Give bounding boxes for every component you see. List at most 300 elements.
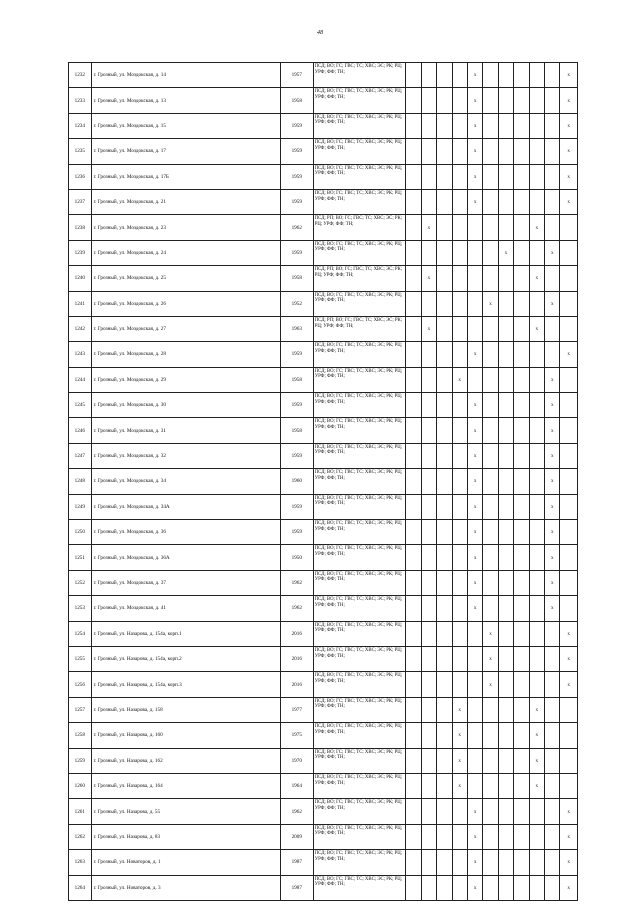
year-cell: 1959 xyxy=(280,342,313,367)
mark-cell xyxy=(406,799,421,824)
mark-cell xyxy=(529,291,544,316)
mark-cell xyxy=(498,494,513,519)
mark-cell xyxy=(529,799,544,824)
mark-cell xyxy=(483,494,498,519)
mark-cell xyxy=(498,773,513,798)
mark-cell xyxy=(545,824,560,849)
mark-cell xyxy=(483,189,498,214)
mark-cell xyxy=(529,393,544,418)
mark-cell xyxy=(514,646,529,671)
mark-cell xyxy=(545,672,560,697)
mark-cell xyxy=(514,63,529,88)
mark-cell xyxy=(560,418,578,443)
table-row xyxy=(69,570,578,595)
year-cell: 1964 xyxy=(280,773,313,798)
mark-cell: x xyxy=(467,189,482,214)
address-cell: г. Грозный, ул. Моздокская, д. 30 xyxy=(91,393,280,418)
row-number: 1244 xyxy=(69,367,92,392)
mark-cell xyxy=(498,393,513,418)
services-cell: ПСД; ВО; ГС; ГВС; ТС; ХВС; ЭС; РК; РЦ; УРФ; ФФ; ТН; xyxy=(313,393,406,418)
mark-cell xyxy=(437,646,452,671)
services-cell: ПСД; ВО; ГС; ГВС; ТС; ХВС; ЭС; РК; РЦ; УРФ; ФФ; ТН; xyxy=(313,672,406,697)
mark-cell xyxy=(529,88,544,113)
mark-cell xyxy=(498,139,513,164)
address-cell: г. Грозный, ул. Новаторов, д. 1 xyxy=(91,850,280,875)
table-row xyxy=(69,672,578,697)
table-row xyxy=(69,342,578,367)
mark-cell xyxy=(545,139,560,164)
mark-cell xyxy=(452,418,467,443)
mark-cell xyxy=(406,621,421,646)
address-cell: г. Грозный, ул. Моздокская, д. 13 xyxy=(91,88,280,113)
mark-cell: x xyxy=(529,697,544,722)
mark-cell xyxy=(452,596,467,621)
mark-cell xyxy=(560,367,578,392)
mark-cell: x xyxy=(421,316,436,341)
mark-cell xyxy=(514,469,529,494)
row-number: 1259 xyxy=(69,748,92,773)
mark-cell xyxy=(483,723,498,748)
mark-cell xyxy=(452,494,467,519)
services-cell: ПСД; ВО; ГС; ГВС; ТС; ХВС; ЭС; РК; РЦ; УРФ; ФФ; ТН; xyxy=(313,875,406,900)
mark-cell xyxy=(467,367,482,392)
row-number: 1257 xyxy=(69,697,92,722)
table-row xyxy=(69,63,578,88)
mark-cell xyxy=(545,266,560,291)
mark-cell: x xyxy=(467,824,482,849)
address-cell: г. Грозный, ул. Назарова, д. 83 xyxy=(91,824,280,849)
mark-cell xyxy=(467,723,482,748)
row-number: 1249 xyxy=(69,494,92,519)
mark-cell xyxy=(560,494,578,519)
mark-cell xyxy=(421,291,436,316)
mark-cell: x xyxy=(452,697,467,722)
mark-cell xyxy=(452,570,467,595)
mark-cell xyxy=(452,799,467,824)
mark-cell xyxy=(529,240,544,265)
mark-cell xyxy=(529,418,544,443)
mark-cell: x xyxy=(545,545,560,570)
address-cell: г. Грозный, ул. Моздокская, д. 27 xyxy=(91,316,280,341)
table-row xyxy=(69,799,578,824)
mark-cell xyxy=(437,672,452,697)
mark-cell xyxy=(560,570,578,595)
mark-cell xyxy=(498,342,513,367)
mark-cell xyxy=(483,520,498,545)
mark-cell xyxy=(452,393,467,418)
mark-cell xyxy=(452,189,467,214)
mark-cell xyxy=(498,723,513,748)
address-cell: г. Грозный, ул. Назарова, д. 55 xyxy=(91,799,280,824)
mark-cell xyxy=(406,824,421,849)
address-cell: г. Грозный, ул. Моздокская, д. 14 xyxy=(91,63,280,88)
mark-cell xyxy=(560,545,578,570)
mark-cell xyxy=(560,520,578,545)
mark-cell xyxy=(467,240,482,265)
mark-cell: x xyxy=(545,469,560,494)
mark-cell xyxy=(483,443,498,468)
mark-cell xyxy=(437,240,452,265)
mark-cell xyxy=(514,799,529,824)
mark-cell xyxy=(560,215,578,240)
row-number: 1237 xyxy=(69,189,92,214)
mark-cell xyxy=(421,443,436,468)
mark-cell xyxy=(514,520,529,545)
mark-cell xyxy=(437,570,452,595)
mark-cell xyxy=(514,824,529,849)
services-cell: ПСД; ВО; ГС; ГВС; ТС; ХВС; ЭС; РК; РЦ; УРФ; ФФ; ТН; xyxy=(313,240,406,265)
mark-cell xyxy=(437,164,452,189)
mark-cell xyxy=(421,570,436,595)
table-row xyxy=(69,697,578,722)
mark-cell xyxy=(421,621,436,646)
mark-cell xyxy=(406,189,421,214)
mark-cell xyxy=(560,443,578,468)
table-row xyxy=(69,418,578,443)
year-cell: 1959 xyxy=(280,164,313,189)
table-row xyxy=(69,215,578,240)
mark-cell xyxy=(467,215,482,240)
mark-cell xyxy=(545,646,560,671)
mark-cell xyxy=(529,494,544,519)
mark-cell xyxy=(498,316,513,341)
mark-cell xyxy=(467,621,482,646)
row-number: 1233 xyxy=(69,88,92,113)
mark-cell xyxy=(498,850,513,875)
mark-cell xyxy=(545,799,560,824)
row-number: 1232 xyxy=(69,63,92,88)
mark-cell xyxy=(483,469,498,494)
mark-cell xyxy=(437,773,452,798)
mark-cell xyxy=(514,139,529,164)
mark-cell xyxy=(560,723,578,748)
row-number: 1254 xyxy=(69,621,92,646)
row-number: 1234 xyxy=(69,113,92,138)
mark-cell xyxy=(467,316,482,341)
year-cell: 1958 xyxy=(280,418,313,443)
row-number: 1242 xyxy=(69,316,92,341)
address-cell: г. Грозный, ул. Назарова, д. 160 xyxy=(91,723,280,748)
mark-cell xyxy=(545,697,560,722)
mark-cell xyxy=(421,875,436,900)
mark-cell xyxy=(514,266,529,291)
mark-cell xyxy=(498,291,513,316)
mark-cell xyxy=(514,723,529,748)
mark-cell: x xyxy=(467,520,482,545)
mark-cell xyxy=(452,240,467,265)
mark-cell: x xyxy=(560,824,578,849)
mark-cell: x xyxy=(560,672,578,697)
mark-cell xyxy=(514,570,529,595)
mark-cell xyxy=(421,773,436,798)
year-cell: 1959 xyxy=(280,443,313,468)
mark-cell xyxy=(437,621,452,646)
table-row xyxy=(69,850,578,875)
table-row xyxy=(69,316,578,341)
row-number: 1264 xyxy=(69,875,92,900)
mark-cell xyxy=(545,875,560,900)
mark-cell: x xyxy=(467,63,482,88)
mark-cell: x xyxy=(467,799,482,824)
mark-cell xyxy=(498,545,513,570)
mark-cell xyxy=(437,799,452,824)
row-number: 1261 xyxy=(69,799,92,824)
mark-cell xyxy=(514,621,529,646)
mark-cell: x xyxy=(545,393,560,418)
mark-cell xyxy=(560,697,578,722)
mark-cell xyxy=(467,773,482,798)
mark-cell xyxy=(545,621,560,646)
mark-cell xyxy=(483,418,498,443)
table-row xyxy=(69,113,578,138)
address-cell: г. Грозный, ул. Назарова, д. 154а, корп.3 xyxy=(91,672,280,697)
mark-cell xyxy=(545,723,560,748)
mark-cell: x xyxy=(467,393,482,418)
mark-cell xyxy=(406,291,421,316)
mark-cell xyxy=(514,748,529,773)
mark-cell xyxy=(514,342,529,367)
mark-cell xyxy=(560,469,578,494)
address-cell: г. Грозный, ул. Моздокская, д. 23 xyxy=(91,215,280,240)
address-cell: г. Грозный, ул. Новаторов, д. 3 xyxy=(91,875,280,900)
mark-cell xyxy=(545,773,560,798)
mark-cell xyxy=(483,545,498,570)
mark-cell: x xyxy=(467,139,482,164)
table-row xyxy=(69,469,578,494)
mark-cell xyxy=(406,469,421,494)
mark-cell xyxy=(437,850,452,875)
table-row xyxy=(69,139,578,164)
mark-cell xyxy=(483,773,498,798)
mark-cell xyxy=(483,697,498,722)
mark-cell: x xyxy=(560,850,578,875)
mark-cell xyxy=(545,164,560,189)
row-number: 1246 xyxy=(69,418,92,443)
table-row xyxy=(69,367,578,392)
mark-cell: x xyxy=(560,113,578,138)
mark-cell xyxy=(545,88,560,113)
address-cell: г. Грозный, ул. Моздокская, д. 34А xyxy=(91,494,280,519)
year-cell: 1958 xyxy=(280,266,313,291)
mark-cell xyxy=(452,875,467,900)
services-cell: ПСД; РП; ВО; ГС; ГВС; ТС; ХВС; ЭС; РК; РЦ; УРФ; ФФ; ТН; xyxy=(313,215,406,240)
table-row xyxy=(69,266,578,291)
mark-cell: x xyxy=(467,113,482,138)
mark-cell xyxy=(560,393,578,418)
row-number: 1236 xyxy=(69,164,92,189)
address-cell: г. Грозный, ул. Моздокская, д. 34 xyxy=(91,469,280,494)
mark-cell xyxy=(545,113,560,138)
address-cell: г. Грозный, ул. Моздокская, д. 25 xyxy=(91,266,280,291)
mark-cell xyxy=(452,443,467,468)
mark-cell xyxy=(421,672,436,697)
table-row xyxy=(69,494,578,519)
mark-cell: x xyxy=(545,596,560,621)
mark-cell xyxy=(406,773,421,798)
mark-cell xyxy=(514,164,529,189)
mark-cell xyxy=(421,164,436,189)
table-row xyxy=(69,164,578,189)
mark-cell xyxy=(560,266,578,291)
mark-cell xyxy=(437,469,452,494)
address-cell: г. Грозный, ул. Моздокская, д. 29 xyxy=(91,367,280,392)
mark-cell xyxy=(483,393,498,418)
mark-cell xyxy=(514,494,529,519)
table-body xyxy=(69,63,578,901)
mark-cell: x xyxy=(498,240,513,265)
mark-cell xyxy=(467,266,482,291)
mark-cell xyxy=(498,113,513,138)
address-cell: г. Грозный, ул. Моздокская, д. 17Б xyxy=(91,164,280,189)
mark-cell: x xyxy=(545,494,560,519)
address-cell: г. Грозный, ул. Моздокская, д. 26 xyxy=(91,291,280,316)
mark-cell: x xyxy=(545,291,560,316)
mark-cell xyxy=(452,672,467,697)
mark-cell xyxy=(483,113,498,138)
mark-cell xyxy=(529,621,544,646)
row-number: 1235 xyxy=(69,139,92,164)
mark-cell xyxy=(421,418,436,443)
mark-cell: x xyxy=(483,621,498,646)
mark-cell xyxy=(514,393,529,418)
mark-cell xyxy=(452,469,467,494)
address-cell: г. Грозный, ул. Моздокская, д. 41 xyxy=(91,596,280,621)
row-number: 1239 xyxy=(69,240,92,265)
address-cell: г. Грозный, ул. Моздокская, д. 32 xyxy=(91,443,280,468)
services-cell: ПСД; ВО; ГС; ГВС; ТС; ХВС; ЭС; РК; РЦ; УРФ; ФФ; ТН; xyxy=(313,342,406,367)
mark-cell xyxy=(529,646,544,671)
mark-cell xyxy=(452,824,467,849)
row-number: 1263 xyxy=(69,850,92,875)
mark-cell xyxy=(529,520,544,545)
mark-cell xyxy=(514,875,529,900)
year-cell: 1957 xyxy=(280,63,313,88)
mark-cell xyxy=(406,697,421,722)
mark-cell xyxy=(529,545,544,570)
mark-cell xyxy=(498,164,513,189)
mark-cell xyxy=(529,672,544,697)
mark-cell xyxy=(406,494,421,519)
mark-cell xyxy=(406,316,421,341)
mark-cell xyxy=(498,367,513,392)
table-row xyxy=(69,520,578,545)
mark-cell xyxy=(452,139,467,164)
mark-cell xyxy=(406,596,421,621)
mark-cell xyxy=(483,240,498,265)
table-row xyxy=(69,240,578,265)
mark-cell xyxy=(529,875,544,900)
mark-cell xyxy=(406,164,421,189)
mark-cell: x xyxy=(467,596,482,621)
mark-cell xyxy=(529,443,544,468)
services-cell: ПСД; ВО; ГС; ГВС; ТС; ХВС; ЭС; РК; РЦ; УРФ; ФФ; ТН; xyxy=(313,291,406,316)
mark-cell xyxy=(437,748,452,773)
services-cell: ПСД; ВО; ГС; ГВС; ТС; ХВС; ЭС; РК; РЦ; УРФ; ФФ; ТН; xyxy=(313,469,406,494)
mark-cell xyxy=(437,266,452,291)
mark-cell xyxy=(437,189,452,214)
table-row xyxy=(69,596,578,621)
mark-cell xyxy=(452,88,467,113)
mark-cell xyxy=(421,646,436,671)
mark-cell xyxy=(483,342,498,367)
mark-cell: x xyxy=(545,418,560,443)
row-number: 1245 xyxy=(69,393,92,418)
mark-cell xyxy=(529,850,544,875)
mark-cell xyxy=(421,799,436,824)
row-number: 1240 xyxy=(69,266,92,291)
services-cell: ПСД; ВО; ГС; ГВС; ТС; ХВС; ЭС; РК; РЦ; УРФ; ФФ; ТН; xyxy=(313,570,406,595)
mark-cell xyxy=(406,63,421,88)
mark-cell xyxy=(483,88,498,113)
mark-cell xyxy=(437,393,452,418)
mark-cell xyxy=(514,88,529,113)
mark-cell xyxy=(406,545,421,570)
mark-cell xyxy=(498,672,513,697)
mark-cell xyxy=(467,697,482,722)
mark-cell xyxy=(529,63,544,88)
row-number: 1248 xyxy=(69,469,92,494)
mark-cell: x xyxy=(467,164,482,189)
mark-cell: x xyxy=(467,469,482,494)
table-row xyxy=(69,773,578,798)
mark-cell xyxy=(529,824,544,849)
mark-cell xyxy=(421,240,436,265)
services-cell: ПСД; ВО; ГС; ГВС; ТС; ХВС; ЭС; РК; РЦ; УРФ; ФФ; ТН; xyxy=(313,646,406,671)
year-cell: 2016 xyxy=(280,621,313,646)
mark-cell xyxy=(498,799,513,824)
mark-cell xyxy=(406,215,421,240)
services-cell: ПСД; ВО; ГС; ГВС; ТС; ХВС; ЭС; РК; РЦ; УРФ; ФФ; ТН; xyxy=(313,443,406,468)
mark-cell xyxy=(437,875,452,900)
mark-cell xyxy=(421,697,436,722)
mark-cell: x xyxy=(467,443,482,468)
mark-cell xyxy=(452,113,467,138)
address-cell: г. Грозный, ул. Назарова, д. 164 xyxy=(91,773,280,798)
row-number: 1250 xyxy=(69,520,92,545)
table-row xyxy=(69,875,578,900)
mark-cell xyxy=(514,367,529,392)
mark-cell xyxy=(437,367,452,392)
table-row xyxy=(69,646,578,671)
address-cell: г. Грозный, ул. Моздокская, д. 36А xyxy=(91,545,280,570)
services-cell: ПСД; ВО; ГС; ГВС; ТС; ХВС; ЭС; РК; РЦ; УРФ; ФФ; ТН; xyxy=(313,799,406,824)
mark-cell xyxy=(437,545,452,570)
mark-cell xyxy=(437,88,452,113)
mark-cell: x xyxy=(529,748,544,773)
mark-cell xyxy=(452,646,467,671)
mark-cell xyxy=(452,266,467,291)
address-cell: г. Грозный, ул. Назарова, д. 162 xyxy=(91,748,280,773)
mark-cell xyxy=(437,342,452,367)
mark-cell xyxy=(514,697,529,722)
mark-cell xyxy=(406,875,421,900)
year-cell: 1959 xyxy=(280,113,313,138)
row-number: 1255 xyxy=(69,646,92,671)
mark-cell xyxy=(406,520,421,545)
year-cell: 1962 xyxy=(280,596,313,621)
mark-cell xyxy=(483,875,498,900)
mark-cell xyxy=(406,570,421,595)
mark-cell: x xyxy=(560,799,578,824)
services-cell: ПСД; ВО; ГС; ГВС; ТС; ХВС; ЭС; РК; РЦ; УРФ; ФФ; ТН; xyxy=(313,63,406,88)
address-cell: г. Грозный, ул. Моздокская, д. 37 xyxy=(91,570,280,595)
mark-cell xyxy=(498,88,513,113)
mark-cell xyxy=(483,850,498,875)
year-cell: 1977 xyxy=(280,697,313,722)
mark-cell xyxy=(406,748,421,773)
mark-cell xyxy=(437,443,452,468)
year-cell: 1959 xyxy=(280,393,313,418)
